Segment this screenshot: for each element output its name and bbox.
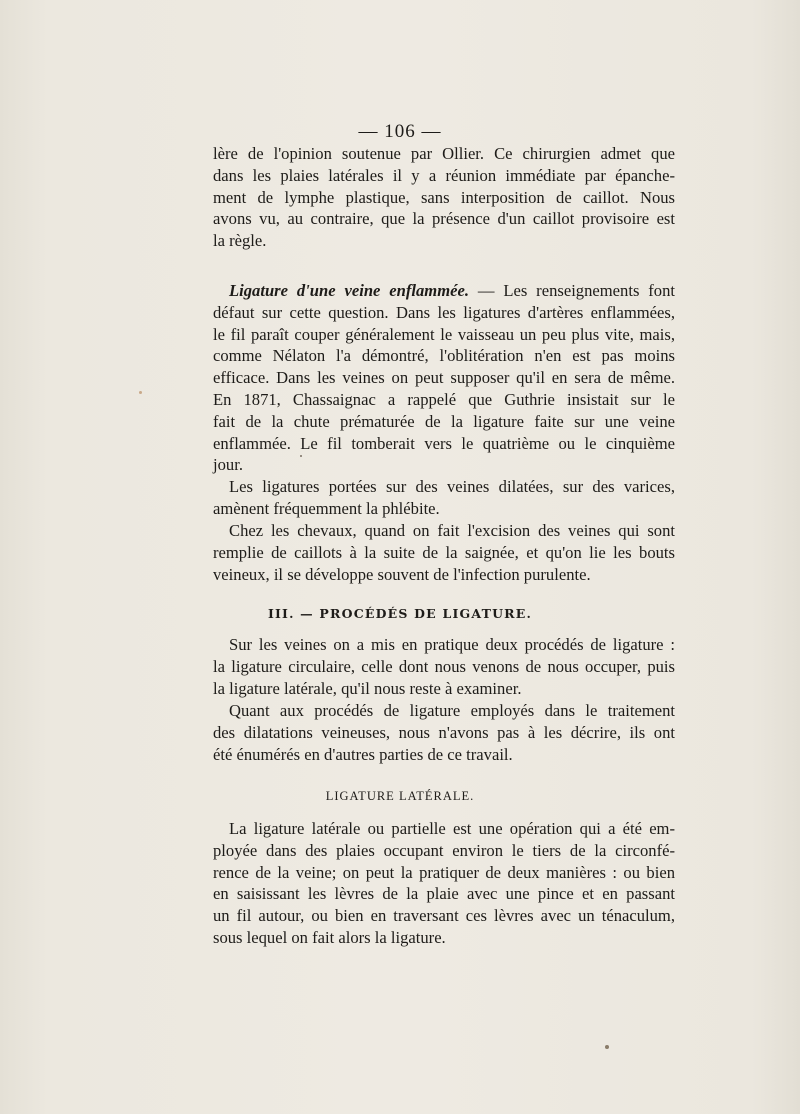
text-line: dans les plaies latérales il y a réunion immédiate par épanche- (213, 165, 675, 185)
paragraph-4 (213, 520, 675, 585)
text-line: enflammée. Le fil tomberait vers le quatrième ou le cinquième (213, 433, 675, 453)
text-line: ment de lymphe plastique, sans interposition de caillot. Nous (213, 187, 675, 207)
paper-speck (139, 391, 142, 394)
paragraph-6 (213, 700, 675, 765)
text-line: efficace. Dans les veines on peut supposer qu'il en sera de même. (213, 368, 675, 388)
text-line: La ligature latérale ou partielle est une opération qui a été em- (229, 819, 675, 838)
text-line: la ligature circulaire, celle dont nous venons de nous occuper, puis (213, 656, 675, 676)
text-line: lère de l'opinion soutenue par Ollier. Ce chirurgien admet que (213, 144, 675, 163)
text-line: le fil paraît couper généralement le vaisseau un peu plus vite, mais, (213, 324, 675, 344)
text-fragment: — Les renseignements font (469, 281, 676, 300)
text-line (213, 280, 675, 302)
text-line: ployée dans des plaies occupant environ le tiers de la circonfé- (213, 840, 675, 860)
text-line: défaut sur cette question. Dans les ligatures d'artères enflammées, (213, 302, 675, 322)
text-line: Les ligatures portées sur des veines dilatées, sur des varices, (229, 477, 675, 496)
paper-speck (605, 1045, 609, 1049)
paragraph-2 (213, 280, 675, 476)
text-line: sous lequel on fait alors la ligature. (213, 927, 446, 947)
text-line: Chez les chevaux, quand on fait l'excision des veines qui sont (229, 521, 675, 540)
page-number: — 106 — (358, 121, 442, 142)
text-line: Quant aux procédés de ligature employés dans le traitement (229, 701, 675, 720)
text-line: été énumérés en d'autres parties de ce travail. (213, 744, 513, 764)
subsection-heading: LIGATURE LATÉRALE. (325, 789, 475, 803)
paragraph-7 (213, 818, 675, 949)
text-line: la règle. (213, 231, 267, 251)
text-line: en saisissant les lèvres de la plaie avec une pince et en passant (213, 884, 675, 904)
text-line: veineux, il se développe souvent de l'infection purulente. (213, 564, 591, 584)
paper-speck (300, 455, 302, 457)
text-line: rence de la veine; on peut la pratiquer de deux manières : ou bien (213, 862, 675, 882)
text-line: jour. (213, 455, 243, 475)
text-line: amènent fréquemment la phlébite. (213, 498, 440, 518)
paragraph-5 (213, 634, 675, 699)
section-lead: Ligature d'une veine enflammée. (229, 281, 470, 300)
text-line: En 1871, Chassaignac a rappelé que Guthrie insistait sur le (213, 389, 675, 409)
text-line: la ligature latérale, qu'il nous reste à examiner. (213, 678, 522, 698)
text-line: avons vu, au contraire, que la présence d'un caillot provisoire est (213, 209, 675, 229)
section-heading: III. — PROCÉDÉS DE LIGATURE. (267, 606, 533, 621)
text-line: remplie de caillots à la suite de la saignée, et qu'on lie les bouts (213, 542, 675, 562)
paragraph-3 (213, 476, 675, 520)
text-line: comme Nélaton l'a démontré, l'oblitération n'en est pas moins (213, 346, 675, 366)
paragraph-1 (213, 143, 675, 252)
text-line: des dilatations veineuses, nous n'avons pas à les décrire, ils ont (213, 722, 675, 742)
text-line: Sur les veines on a mis en pratique deux procédés de ligature : (229, 635, 675, 654)
text-line: un fil autour, ou bien en traversant ces lèvres avec un ténaculum, (213, 906, 675, 926)
text-line: fait de la chute prématurée de la ligature faite sur une veine (213, 411, 675, 431)
